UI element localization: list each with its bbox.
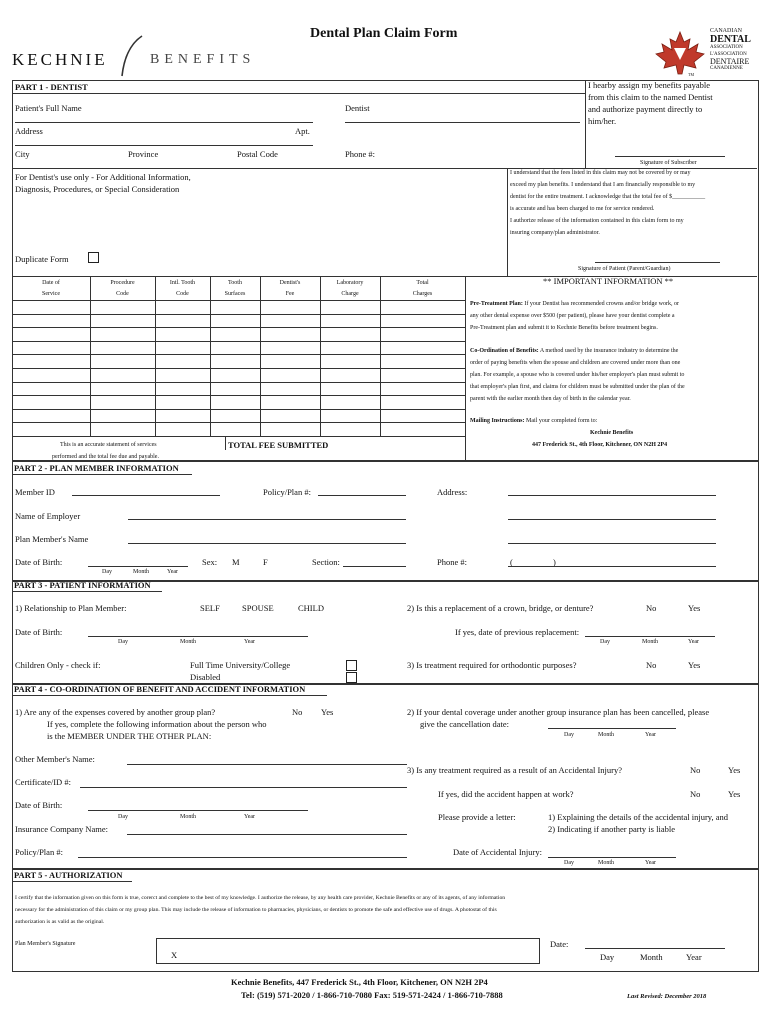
- auth-text2: necessary for the administration of this claim or my group plan. This may include the release of information to pharmacies, physicians, or dentists to promote the safe and effective use of drugs. A photostat of this: [15, 907, 497, 913]
- table-header-7-l2: Charges: [412, 291, 433, 297]
- employer-field[interactable]: [128, 519, 406, 520]
- assign-line2: from this claim to the named Dentist: [588, 92, 713, 102]
- maple-leaf-icon: [652, 30, 708, 76]
- other-name-label: Other Member's Name:: [15, 754, 95, 764]
- understand-l6: insuring company/plan administrator.: [510, 230, 600, 236]
- accident-work-label: If yes, did the accident happen at work?: [438, 789, 574, 799]
- fulltime-label: Full Time University/College: [190, 660, 291, 670]
- cda-line3: ASSOCIATION: [710, 45, 743, 50]
- duplicate-checkbox[interactable]: [88, 252, 99, 263]
- table-header-3-l1: Intl. Tooth: [169, 280, 196, 286]
- postal-label: Postal Code: [237, 149, 278, 159]
- sex-label: Sex:: [202, 557, 218, 567]
- prev-month: Month: [642, 639, 659, 645]
- provide-letter-label: Please provide a letter:: [438, 812, 516, 822]
- q3-no-option[interactable]: No: [646, 660, 657, 670]
- member-name-field[interactable]: [128, 543, 406, 544]
- table-row[interactable]: [12, 327, 465, 328]
- cda-line4: L'ASSOCIATION: [710, 52, 747, 57]
- understand-l3: dentist for the entire treatment. I acknowledge that the total fee of $___________: [510, 194, 706, 200]
- fulltime-checkbox[interactable]: [346, 660, 357, 671]
- p5-year: Year: [686, 952, 702, 962]
- p4-q1-no[interactable]: No: [292, 707, 303, 717]
- p2-year: Year: [167, 569, 179, 575]
- p2-phone-label: Phone #:: [437, 557, 467, 567]
- prev-replacement-field[interactable]: [585, 636, 715, 637]
- auth-text1: I certify that the information given on this form is true, corerct and complete to the best of my knowledge. I authorize the release, by any health care provider, Kechnie Benefits or any of its agents, of any information: [15, 895, 506, 901]
- coord-line4: that employer's plan first, and claims for children must be submitted under the plan of the: [470, 384, 685, 390]
- auth-text3: authorization is as valid as the original.: [15, 919, 105, 925]
- provide-letter-1: 1) Explaining the details of the accidental injury, and: [548, 812, 729, 822]
- table-row[interactable]: [12, 368, 465, 369]
- p2-dob-field[interactable]: [88, 566, 188, 567]
- address2-field-3[interactable]: [508, 543, 716, 544]
- patient-name-label: Patient's Full Name: [15, 103, 82, 113]
- table-header-5-l2: Fee: [285, 291, 295, 297]
- policy-field[interactable]: [318, 495, 406, 496]
- employer-label: Name of Employer: [15, 511, 81, 521]
- insurer-label: Insurance Company Name:: [15, 824, 108, 834]
- phone-open: (: [510, 557, 513, 567]
- table-row[interactable]: [12, 341, 465, 342]
- rel-spouse-option[interactable]: SPOUSE: [242, 603, 274, 613]
- relationship-label: 1) Relationship to Plan Member:: [15, 603, 127, 613]
- city-label: City: [15, 149, 30, 159]
- table-row[interactable]: [12, 354, 465, 355]
- mail-line1: [470, 418, 597, 424]
- cda-line5: DENTAIRE: [710, 57, 750, 66]
- address-label: Address: [15, 126, 43, 136]
- coord-line2: order of paying benefits when the spouse and children are covered under more than one: [470, 360, 681, 366]
- p2-month: Month: [133, 569, 150, 575]
- cancel-day: Day: [564, 732, 574, 738]
- table-header-2-l1: Procedure: [110, 280, 135, 286]
- p4-q3-yes[interactable]: Yes: [728, 765, 741, 775]
- p4-q3-no[interactable]: No: [690, 765, 701, 775]
- table-header-4-l1: Tooth: [228, 280, 242, 286]
- heading-underline: [12, 93, 585, 94]
- p4-q1b: If yes, complete the following information about the person who: [47, 719, 267, 729]
- p5-date-field[interactable]: [585, 948, 725, 949]
- p3-year: Year: [244, 639, 256, 645]
- disabled-label: Disabled: [190, 672, 221, 682]
- part1-divider: [585, 80, 586, 168]
- dentist-field[interactable]: [345, 122, 580, 123]
- mail-line3: 447 Frederick St., 4th Floor, Kitchener, ON N2H 2P4: [532, 442, 668, 448]
- p3-day: Day: [118, 639, 128, 645]
- pretreat-line2: any other dental expense over $500 (per patient), please have your dentist complete a: [470, 313, 675, 319]
- q2-yes-option[interactable]: Yes: [688, 603, 701, 613]
- mail-text1: Mail your completed form to:: [526, 418, 598, 424]
- p4-q1c: is the MEMBER UNDER THE OTHER PLAN:: [47, 731, 212, 741]
- assign-line4: him/her.: [588, 116, 617, 126]
- accident-work-no[interactable]: No: [690, 789, 701, 799]
- p3-dob-label: Date of Birth:: [15, 627, 63, 637]
- coord-line1: [470, 348, 678, 354]
- dentist-use-line2: Diagnosis, Procedures, or Special Consideration: [15, 184, 180, 194]
- p4-policy-field[interactable]: [78, 857, 407, 858]
- provide-letter-2: 2) Indicating if another party is liable: [548, 824, 675, 834]
- part5-heading-underline: [12, 881, 132, 882]
- p4-q2a: 2) If your dental coverage under another group insurance plan has been cancelled, please: [407, 707, 710, 717]
- address2-field[interactable]: [508, 495, 716, 496]
- sex-f-option[interactable]: F: [263, 557, 268, 567]
- part3-heading-underline: [12, 591, 162, 592]
- pretreat-text1: If your Dentist has recommended crowns and/or bridge work, or: [524, 301, 679, 307]
- q2-no-option[interactable]: No: [646, 603, 657, 613]
- statement-line1: This is an accurate statement of services: [60, 442, 157, 448]
- dentist-use-line1: For Dentist's use only - For Additional Information,: [15, 172, 191, 182]
- part3-heading: PART 3 - PATIENT INFORMATION: [14, 580, 151, 590]
- table-header-6-l2: Charge: [341, 291, 359, 297]
- acc-month: Month: [598, 860, 615, 866]
- p3-dob-field[interactable]: [88, 636, 308, 637]
- table-header-6-l1: Laboratory: [336, 280, 364, 286]
- last-revised: Last Revised: December 2018: [627, 993, 707, 1000]
- p2-dob-label: Date of Birth:: [15, 557, 63, 567]
- signature-x: X: [171, 950, 178, 960]
- cancel-date-field[interactable]: [548, 728, 676, 729]
- mail-label: Mailing Instructions:: [470, 418, 525, 424]
- sex-m-option[interactable]: M: [232, 557, 240, 567]
- section-label: Section:: [312, 557, 340, 567]
- statement-line2: performed and the total fee due and payable.: [52, 454, 159, 460]
- p4-month: Month: [180, 814, 197, 820]
- coord-text1: A method used by the insurance industry to determine the: [539, 348, 679, 354]
- assign-line1: I hearby assign my benefits payable: [588, 80, 711, 90]
- coord-line3: plan. For example, a spouse who is covered under his/her employer's plan must submit to: [470, 372, 685, 378]
- table-header-4-l2: Surfaces: [224, 291, 246, 297]
- form-title: Dental Plan Claim Form: [310, 26, 458, 41]
- cda-line6: CANADIENNE: [710, 66, 743, 71]
- rel-self-option[interactable]: SELF: [200, 603, 220, 613]
- part1-divider-3: [465, 276, 466, 460]
- p4-dob-field[interactable]: [88, 810, 308, 811]
- part4-heading: PART 4 - CO-ORDINATION OF BENEFIT AND ACCIDENT INFORMATION: [14, 684, 306, 694]
- mail-line2: Kechnie Benefits: [590, 430, 634, 436]
- cert-label: Certificate/ID #:: [15, 777, 71, 787]
- apt-label: Apt.: [295, 126, 310, 136]
- p4-year: Year: [244, 814, 256, 820]
- patient-signature-label: Signature of Patient (Parent/Guardian): [578, 266, 671, 272]
- member-signature-label: Plan Member's Signature: [15, 941, 76, 947]
- p4-policy-label: Policy/Plan #:: [15, 847, 63, 857]
- cda-tm: TM: [688, 72, 694, 77]
- cancel-year: Year: [645, 732, 657, 738]
- table-row[interactable]: [12, 314, 465, 315]
- section-field[interactable]: [343, 566, 406, 567]
- understand-l2: exceed my plan benefits. I understand that I am financially responsible to my: [510, 182, 696, 188]
- rel-child-option[interactable]: CHILD: [298, 603, 324, 613]
- policy-label: Policy/Plan #:: [263, 487, 311, 497]
- p2-day: Day: [102, 569, 112, 575]
- footer-line2: Tel: (519) 571-2020 / 1-866-710-7080 Fax: 519-571-2424 / 1-866-710-7888: [241, 990, 503, 1000]
- prev-year: Year: [688, 639, 700, 645]
- understand-l5: I authorize release of the information contained in this claim form to my: [510, 218, 684, 224]
- p4-q2b: give the cancellation date:: [420, 719, 509, 729]
- coord-line5: parent with the earlier month then day of birth in the calendar year.: [470, 396, 631, 402]
- part1-divider-2: [507, 168, 508, 276]
- p4-q1a: 1) Are any of the expenses covered by another group plan?: [15, 707, 216, 717]
- pretreat-line1: [470, 301, 679, 307]
- p5-month: Month: [640, 952, 663, 962]
- understand-l4: is accurate and has been charged to me for service rendered.: [510, 206, 655, 212]
- table-header-1-l2: Service: [42, 291, 60, 297]
- table-header-5-l1: Dentist's: [279, 280, 301, 286]
- left-top-sep: [12, 168, 507, 169]
- pretreat-label: Pre-Treatment Plan:: [470, 301, 523, 307]
- pretreat-line3: Pre-Treatment plan and submit it to Kechnie Benefits before treatment begins.: [470, 325, 658, 331]
- acc-day: Day: [564, 860, 574, 866]
- p3-month: Month: [180, 639, 197, 645]
- accident-work-yes[interactable]: Yes: [728, 789, 741, 799]
- total-fee-label: TOTAL FEE SUBMITTED: [228, 440, 329, 450]
- logo-word-left: KECHNIE: [12, 50, 108, 69]
- member-signature-field[interactable]: [156, 938, 540, 964]
- patient-name-field[interactable]: [15, 122, 313, 123]
- assign-line3: and authorize payment directly to: [588, 104, 703, 114]
- p4-dob-label: Date of Birth:: [15, 800, 63, 810]
- insurer-field[interactable]: [127, 834, 407, 835]
- part2-heading-underline: [12, 474, 192, 475]
- member-id-field[interactable]: [72, 495, 220, 496]
- p4-q3: 3) Is any treatment required as a result of an Accidental Injury?: [407, 765, 623, 775]
- duplicate-label: Duplicate Form: [15, 254, 69, 264]
- accident-date-label: Date of Accidental Injury:: [453, 847, 542, 857]
- important-heading: ** IMPORTANT INFORMATION **: [543, 276, 674, 286]
- disabled-checkbox[interactable]: [346, 672, 357, 683]
- address2-label: Address:: [437, 487, 468, 497]
- address2-field-2[interactable]: [508, 519, 716, 520]
- prev-day: Day: [600, 639, 610, 645]
- part4-heading-underline: [12, 695, 327, 696]
- cda-line2: DENTAL: [710, 34, 751, 45]
- p4-day: Day: [118, 814, 128, 820]
- table-header-7-l1: Total: [416, 280, 429, 286]
- understand-l1: I understand that the fees listed in this claim may not be covered by or may: [510, 170, 691, 176]
- part1-heading: PART 1 - DENTIST: [15, 82, 88, 92]
- logo-word-right: BENEFITS: [150, 52, 256, 67]
- cancel-month: Month: [598, 732, 615, 738]
- p5-date-label: Date:: [550, 939, 569, 949]
- total-divider: [225, 436, 226, 450]
- table-header-3-l2: Code: [176, 291, 189, 297]
- member-name-label: Plan Member's Name: [15, 534, 89, 544]
- subscriber-signature-label: Signature of Subscriber: [640, 160, 697, 166]
- table-header-bottom: [12, 300, 465, 301]
- table-bottom: [12, 436, 465, 437]
- part5-heading: PART 5 - AUTHORIZATION: [14, 870, 123, 880]
- table-row[interactable]: [12, 395, 465, 396]
- part2-frame: [12, 460, 759, 582]
- cert-field[interactable]: [80, 787, 407, 788]
- phone-label: Phone #:: [345, 149, 375, 159]
- coord-label: Co-Ordination of Benefits:: [470, 348, 539, 354]
- children-label: Children Only - check if:: [15, 660, 101, 670]
- province-label: Province: [128, 149, 159, 159]
- table-header-1-l1: Date of: [42, 280, 60, 286]
- footer-line1: Kechnie Benefits, 447 Frederick St., 4th Floor, Kitchener, ON N2H 2P4: [231, 977, 488, 987]
- member-id-label: Member ID: [15, 487, 55, 497]
- acc-year: Year: [645, 860, 657, 866]
- patient-signature-field[interactable]: [595, 262, 720, 263]
- table-row[interactable]: [12, 422, 465, 423]
- part2-heading: PART 2 - PLAN MEMBER INFORMATION: [14, 463, 179, 473]
- accident-date-field[interactable]: [548, 857, 676, 858]
- phone-close: ): [553, 557, 556, 567]
- address-field[interactable]: [15, 145, 313, 146]
- table-row[interactable]: [12, 382, 465, 383]
- right-top-sep: [507, 168, 757, 169]
- p5-day: Day: [600, 952, 615, 962]
- cda-line1: CANADIAN: [710, 28, 742, 34]
- prev-replacement-label: If yes, date of previous replacement:: [455, 627, 580, 637]
- table-header-2-l2: Code: [116, 291, 129, 297]
- q2-replacement: 2) Is this a replacement of a crown, bridge, or denture?: [407, 603, 594, 613]
- q3-ortho: 3) Is treatment required for orthodontic purposes?: [407, 660, 577, 670]
- table-row[interactable]: [12, 409, 465, 410]
- p4-q1-yes[interactable]: Yes: [321, 707, 334, 717]
- q3-yes-option[interactable]: Yes: [688, 660, 701, 670]
- subscriber-signature-field[interactable]: [615, 156, 725, 157]
- p2-phone-field[interactable]: [508, 566, 716, 567]
- dentist-label: Dentist: [345, 103, 370, 113]
- other-name-field[interactable]: [127, 764, 407, 765]
- logo-swoosh-icon: [116, 34, 146, 78]
